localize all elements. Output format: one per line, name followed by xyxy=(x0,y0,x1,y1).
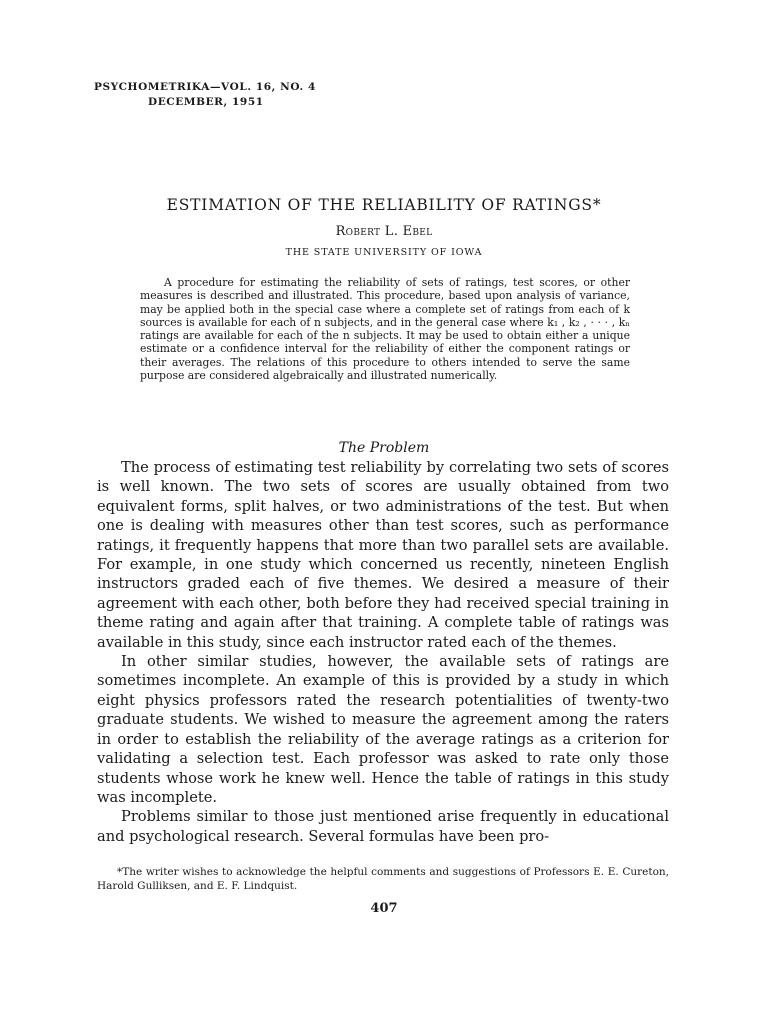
abstract: A procedure for estimating the reliability of sets of ratings, test scores, or other measures is described and illustrated. This procedure, based upon analysis of variance, may be applied both in the special case where a complete set of ratings from each of k sources is available for each of n subjects, and in the general case where k₁ , k₂ , · · · , kₙ ratings are available for each of the n subjects. It may be used to obtain either a unique estimate or a confidence interval for the reliability of either the component ratings or their averages. The relations of this procedure to others intended to serve the same purpose are considered algebraically and illustrated numerically. xyxy=(140,276,630,383)
footnote: *The writer wishes to acknowledge the helpful comments and suggestions of Professors E. E. Cureton, Harold Gulliksen, and E. F. Lindquist. xyxy=(97,866,669,892)
section-heading: The Problem xyxy=(338,440,430,456)
article-title: ESTIMATION OF THE RELIABILITY OF RATINGS* xyxy=(166,196,602,214)
body-paragraph: The process of estimating test reliability by correlating two sets of scores is well known. The two sets of scores are usually obtained from two equivalent forms, split halves, or two administrations of the test. But when one is dealing with measures other than test scores, such as performance ratings, it frequently happens that more than two parallel sets are available. For example, in one study which concerned us recently, nineteen English instructors graded each of five themes. We desired a measure of their agreement with each other, both before they had received special training in theme rating and again after that training. A complete table of ratings was available in this study, since each instructor rated each of the themes. xyxy=(97,459,669,651)
author-affiliation: THE STATE UNIVERSITY OF IOWA xyxy=(285,247,483,258)
section-body xyxy=(97,458,669,846)
body-paragraph: In other similar studies, however, the available sets of ratings are sometimes incomplete. An example of this is provided by a study in which eight physics professors rated the research potentialities of twenty-two graduate students. We wished to measure the agreement among the raters in order to establish the reliability of the average ratings as a criterion for validating a selection test. Each professor was asked to rate only those students whose work he knew well. Hence the table of ratings in this study was incomplete. xyxy=(97,653,669,806)
journal-header xyxy=(94,80,316,110)
journal-volume-line: PSYCHOMETRIKA—VOL. 16, NO. 4 xyxy=(94,81,316,93)
body-paragraph: Problems similar to those just mentioned arise frequently in educational and psychological research. Several formulas have been pro- xyxy=(97,808,669,845)
article-author: Robert L. Ebel xyxy=(335,224,433,239)
page-number: 407 xyxy=(370,901,398,916)
journal-date-line: DECEMBER, 1951 xyxy=(148,96,264,108)
